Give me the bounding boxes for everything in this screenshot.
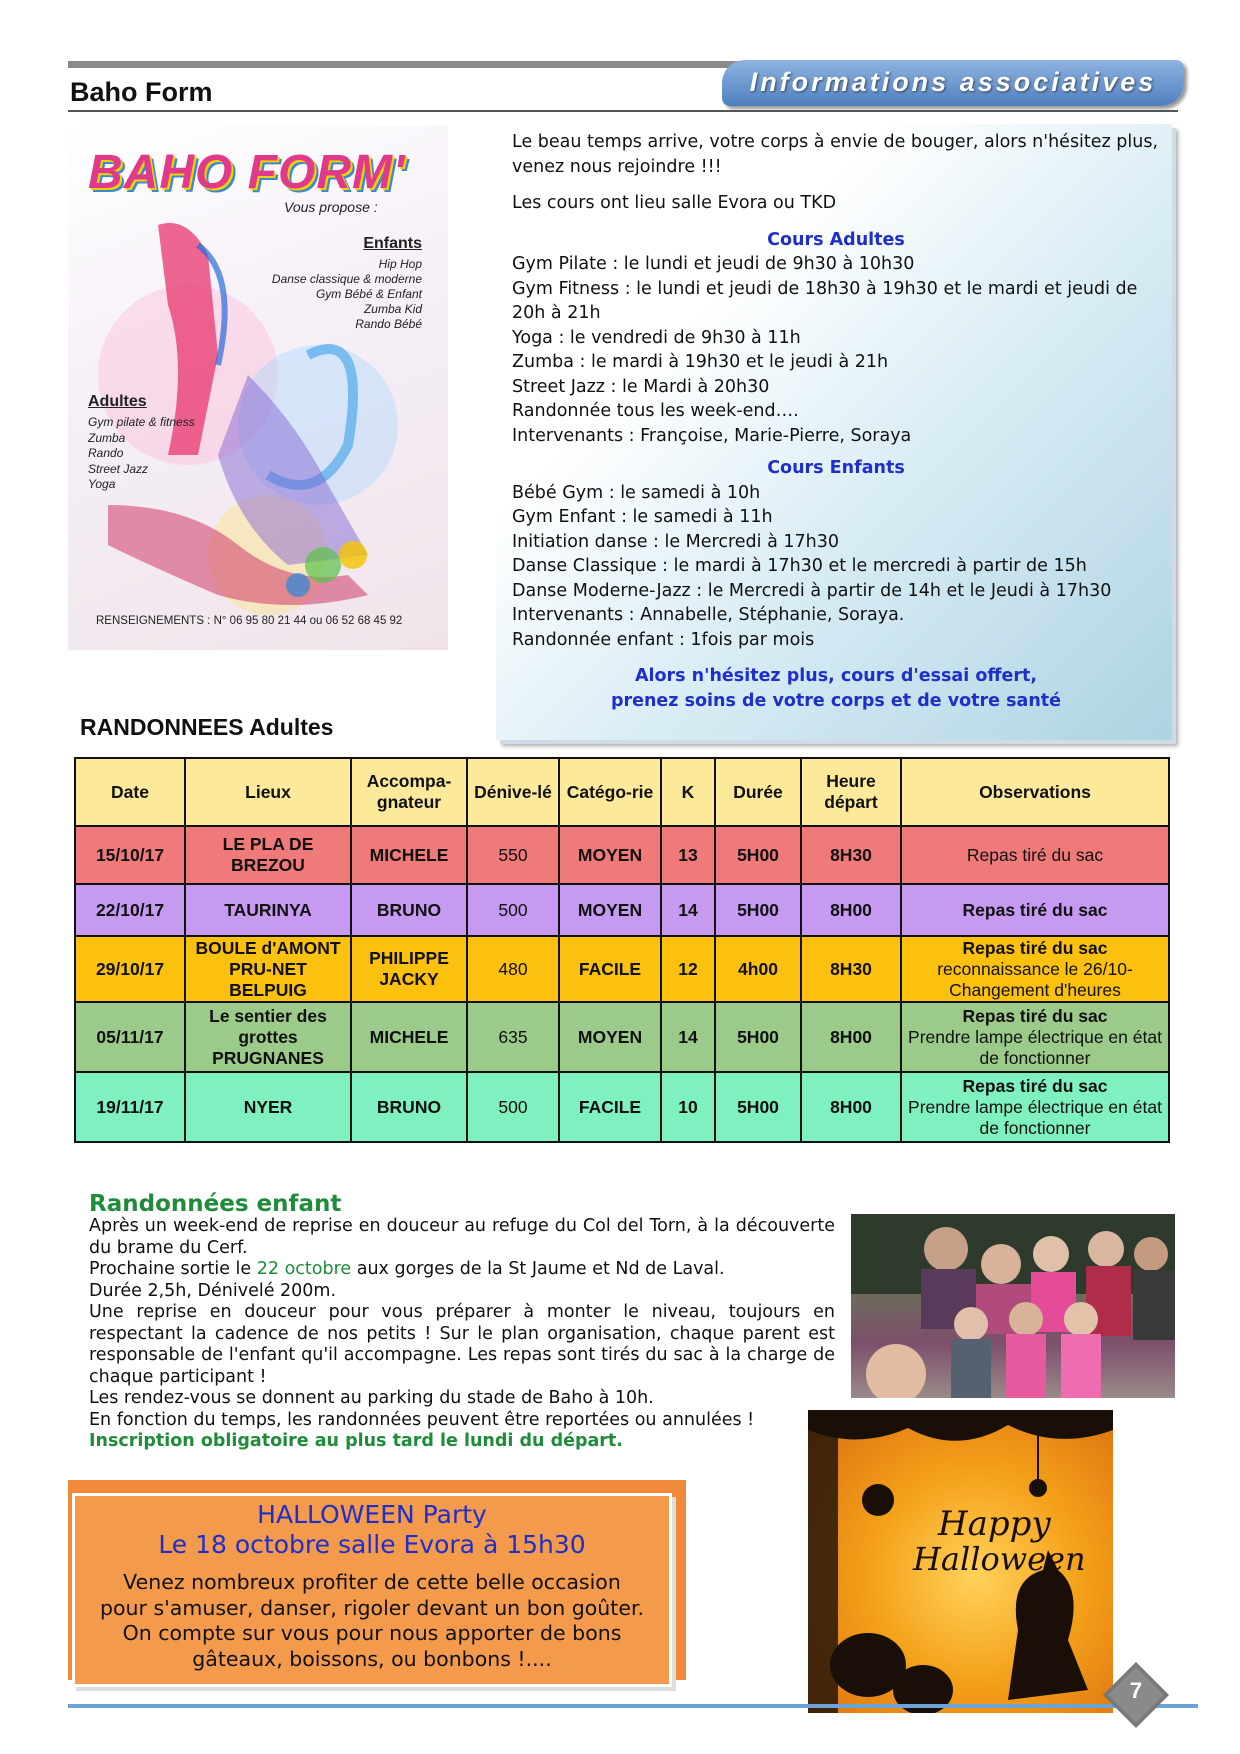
children-hikes-p6: En fonction du temps, les randonnées peuvent être reportées ou annulées ! (89, 1409, 755, 1430)
children-hikes-title: Randonnées enfant (89, 1191, 342, 1217)
cell-k: 13 (661, 826, 715, 884)
children-hikes-p5: Les rendez-vous se donnent au parking du stade de Baho à 10h. (89, 1388, 654, 1408)
cell-k: 12 (661, 936, 715, 1002)
cell-heure-depart: 8H00 (801, 1072, 901, 1142)
children-hikes-text (89, 1216, 835, 1453)
courses-info-box (496, 124, 1172, 740)
adult-hikes-table (74, 757, 1170, 1143)
next-outing-lead: Prochaine sortie le (89, 1259, 257, 1279)
poster-adultes-list (88, 415, 195, 493)
section-tab (722, 60, 1184, 106)
children-courses-heading: Cours Enfants (767, 458, 905, 478)
cell-accompagnateur: BRUNO (351, 1072, 467, 1142)
cell-duree: 5H00 (715, 826, 801, 884)
children-course-line: Gym Enfant : le samedi à 11h (512, 507, 773, 527)
halloween-title (75, 1500, 669, 1560)
cell-categorie: FACILE (559, 936, 661, 1002)
cell-observations: Repas tiré du sac (901, 826, 1169, 884)
col-header-observations: Observations (901, 758, 1169, 826)
cell-heure-depart: 8H30 (801, 826, 901, 884)
cell-observations (901, 936, 1169, 1002)
observation-main: Repas tiré du sac (962, 1075, 1108, 1096)
cell-categorie: MOYEN (559, 1002, 661, 1072)
cell-denivele: 550 (467, 826, 559, 884)
halloween-title-line-1: HALLOWEEN Party (257, 1500, 487, 1529)
poster-enfants-item: Gym Bébé & Enfant (315, 287, 422, 301)
observation-note: Prendre lampe électrique en état de fonctionner (908, 1096, 1162, 1138)
footer-rule (68, 1704, 1198, 1708)
table-row (75, 826, 1169, 884)
halloween-party-box (72, 1493, 672, 1687)
adult-hikes-title: RANDONNEES Adultes (80, 714, 334, 740)
adult-courses-heading: Cours Adultes (767, 229, 905, 250)
happy-halloween-image (808, 1410, 1113, 1713)
poster-title: BAHO FORM' (88, 146, 406, 199)
observation-note: Prendre lampe électrique en état de fonctionner (908, 1026, 1162, 1068)
cell-k: 14 (661, 884, 715, 936)
col-header-lieux: Lieux (185, 758, 351, 826)
poster-enfants-item: Hip Hop (378, 257, 422, 271)
halloween-body-line: gâteaux, boissons, ou bonbons !.... (192, 1646, 552, 1671)
cell-accompagnateur: MICHELE (351, 1002, 467, 1072)
adult-course-line: Gym Fitness : le lundi et jeudi de 18h30 à 19h30 et le mardi et jeudi de 20h à 21h (512, 278, 1138, 323)
observation-main: Repas tiré du sac (962, 937, 1108, 958)
cell-accompagnateur: MICHELE (351, 826, 467, 884)
table-row (75, 1072, 1169, 1142)
poster-enfants-item: Zumba Kid (363, 302, 422, 316)
cell-date: 29/10/17 (75, 936, 185, 1002)
closing-line-1: Alors n'hésitez plus, cours d'essai offert, (634, 666, 1038, 686)
poster-adultes-item: Rando (88, 446, 124, 460)
children-hikes-p2 (89, 1259, 835, 1281)
cell-accompagnateur: BRUNO (351, 884, 467, 936)
halloween-body (75, 1570, 669, 1672)
halloween-illustration (808, 1410, 1113, 1713)
col-header-denivele: Dénive-lé (467, 758, 559, 826)
cell-duree: 5H00 (715, 884, 801, 936)
col-header-duree: Durée (715, 758, 801, 826)
cell-lieux: TAURINYA (185, 884, 351, 936)
table-header-row (75, 758, 1169, 826)
poster-enfants-item: Danse classique & moderne (271, 272, 422, 286)
adult-course-line: Intervenants : Françoise, Marie-Pierre, Soraya (512, 425, 912, 446)
table-row (75, 1002, 1169, 1072)
group-photo (851, 1214, 1175, 1398)
halloween-image-text-2: Halloween (913, 1540, 1086, 1578)
cell-date: 05/11/17 (75, 1002, 185, 1072)
adult-course-line: Street Jazz : le Mardi à 20h30 (512, 376, 770, 397)
cell-date: 22/10/17 (75, 884, 185, 936)
cell-observations (901, 1002, 1169, 1072)
next-outing-place: aux gorges de la St Jaume et Nd de Laval. (351, 1259, 725, 1279)
col-header-heure-depart: Heure départ (801, 758, 901, 826)
baho-form-poster (68, 125, 448, 650)
poster-adultes-item: Zumba (88, 430, 126, 445)
cell-heure-depart: 8H30 (801, 936, 901, 1002)
page-title: Baho Form (70, 77, 213, 107)
col-header-date: Date (75, 758, 185, 826)
cell-heure-depart: 8H00 (801, 884, 901, 936)
cell-accompagnateur: PHILIPPE JACKY (351, 936, 467, 1002)
cell-duree: 5H00 (715, 1002, 801, 1072)
cell-date: 15/10/17 (75, 826, 185, 884)
adult-course-line: Yoga : le vendredi de 9h30 à 11h (512, 327, 801, 348)
cell-denivele: 635 (467, 1002, 559, 1072)
cell-observations (901, 1072, 1169, 1142)
children-course-line: Initiation danse : le Mercredi à 17h30 (512, 531, 839, 552)
cell-denivele: 500 (467, 884, 559, 936)
cell-denivele: 480 (467, 936, 559, 1002)
cell-observations: Repas tiré du sac (901, 884, 1169, 936)
cell-date: 19/11/17 (75, 1072, 185, 1142)
halloween-body-line: pour s'amuser, danser, rigoler devant un bon goûter. (99, 1595, 645, 1620)
cell-lieux: BOULE d'AMONT PRU-NET BELPUIG (185, 936, 351, 1002)
cell-k: 14 (661, 1002, 715, 1072)
observation-note: reconnaissance le 26/10-Changement d'heures (937, 958, 1133, 1000)
closing-message (512, 664, 1160, 713)
group-photo-illustration (851, 1214, 1175, 1398)
adult-course-line: Randonnée tous les week-end…. (512, 401, 799, 421)
next-outing-date: 22 octobre (256, 1259, 352, 1279)
section-tab-label: Informations associatives (749, 67, 1157, 97)
cell-lieux: LE PLA DE BREZOU (185, 826, 351, 884)
children-hikes-p4: Une reprise en douceur pour vous préparer à monter le niveau, toujours en respectant la cadence de nos petits ! Sur le plan organisation, chaque parent est responsable de l'enfant qu'il accompagne. Les repas sont tirés du sac à la charge de chaque participant ! (89, 1302, 835, 1387)
children-course-line: Intervenants : Annabelle, Stéphanie, Soraya. (512, 605, 905, 625)
col-header-accompagnateur: Accompa-gnateur (351, 758, 467, 826)
cell-k: 10 (661, 1072, 715, 1142)
children-course-line: Bébé Gym : le samedi à 10h (512, 482, 761, 503)
poster-enfants-item: Rando Bébé (355, 317, 422, 331)
info-location: Les cours ont lieu salle Evora ou TKD (512, 193, 837, 213)
adult-course-line: Gym Pilate : le lundi et jeudi de 9h30 à 10h30 (512, 254, 915, 274)
cell-heure-depart: 8H00 (801, 1002, 901, 1072)
children-hikes-p3: Durée 2,5h, Dénivelé 200m. (89, 1280, 337, 1301)
poster-enfants-list (272, 257, 422, 332)
halloween-body-line: Venez nombreux profiter de cette belle occasion (123, 1570, 621, 1594)
cell-duree: 4h00 (715, 936, 801, 1002)
info-intro: Le beau temps arrive, votre corps à envie de bouger, alors n'hésitez plus, venez nous rejoindre !!! (512, 132, 1159, 177)
children-course-line: Danse Moderne-Jazz : le Mercredi à partir de 14h et le Jeudi à 17h30 (512, 580, 1112, 601)
cell-categorie: MOYEN (559, 884, 661, 936)
cell-categorie: MOYEN (559, 826, 661, 884)
poster-adultes-item: Gym pilate & fitness (88, 415, 195, 429)
poster-illustration (68, 125, 448, 650)
cell-lieux: NYER (185, 1072, 351, 1142)
poster-adultes-item: Yoga (88, 477, 116, 491)
poster-contact: RENSEIGNEMENTS : N° 06 95 80 21 44 ou 06 52 68 45 92 (96, 615, 403, 627)
col-header-k: K (661, 758, 715, 826)
table-row (75, 936, 1169, 1002)
poster-propose: Vous propose : (284, 199, 378, 215)
header-divider (68, 110, 1178, 112)
halloween-body-line: On compte sur vous pour nous apporter de bons (122, 1621, 622, 1645)
halloween-title-line-2: Le 18 octobre salle Evora à 15h30 (158, 1530, 586, 1559)
closing-line-2: prenez soins de votre corps et de votre santé (610, 690, 1062, 711)
page-number: 7 (1129, 1678, 1143, 1703)
cell-denivele: 500 (467, 1072, 559, 1142)
halloween-image-text-1: Happy (938, 1504, 1051, 1544)
poster-enfants-heading: Enfants (363, 235, 422, 252)
children-hikes-p1: Après un week-end de reprise en douceur au refuge du Col del Torn, à la découverte du brame du Cerf. (89, 1216, 835, 1258)
adult-hikes-rows (75, 826, 1169, 1142)
registration-notice: Inscription obligatoire au plus tard le lundi du départ. (89, 1431, 623, 1451)
cell-duree: 5H00 (715, 1072, 801, 1142)
col-header-categorie: Catégo-rie (559, 758, 661, 826)
adult-course-line: Zumba : le mardi à 19h30 et le jeudi à 21h (512, 352, 889, 372)
observation-main: Repas tiré du sac (962, 1005, 1108, 1026)
cell-categorie: FACILE (559, 1072, 661, 1142)
children-course-line: Randonnée enfant : 1fois par mois (512, 629, 815, 650)
cell-lieux: Le sentier des grottes PRUGNANES (185, 1002, 351, 1072)
table-row (75, 884, 1169, 936)
children-course-line: Danse Classique : le mardi à 17h30 et le mercredi à partir de 15h (512, 556, 1087, 576)
poster-adultes-heading: Adultes (88, 393, 147, 410)
poster-adultes-item: Street Jazz (88, 461, 149, 476)
